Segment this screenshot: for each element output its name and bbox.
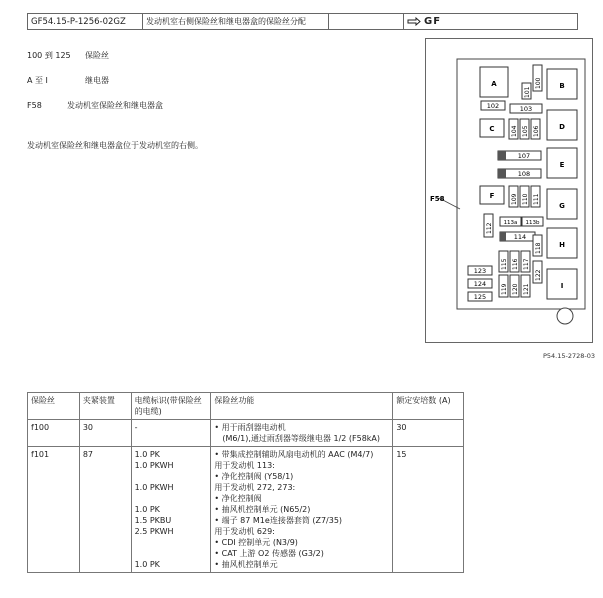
location-description: 发动机室保险丝和继电器盒位于发动机室的右侧。 [27, 141, 203, 150]
svg-text:122: 122 [535, 269, 542, 281]
fuse-117 [521, 251, 530, 272]
cable-id: 1.0 PKWH [134, 483, 174, 492]
fuse-102 [481, 101, 505, 110]
svg-text:100: 100 [535, 77, 542, 89]
header-amps: 额定安培数 (A) [393, 393, 464, 420]
svg-text:F: F [489, 192, 495, 200]
header-clamp: 夹紧装置 [79, 393, 131, 420]
svg-text:103: 103 [519, 105, 533, 113]
relay-f [480, 186, 504, 204]
amps-cell: 30 [393, 420, 464, 447]
cable-id: 1.0 PK [134, 450, 160, 459]
svg-text:120: 120 [512, 283, 519, 295]
cable-id [135, 471, 208, 482]
fuse-114 [500, 232, 535, 241]
svg-text:113a: 113a [503, 220, 518, 226]
svg-text:111: 111 [533, 193, 540, 205]
svg-text:117: 117 [523, 258, 530, 270]
fuse-100 [533, 65, 542, 91]
document-header [27, 13, 578, 30]
fuse-101 [522, 83, 531, 99]
svg-text:104: 104 [511, 125, 518, 137]
legend-value: 发动机室保险丝和继电器盒 [67, 101, 163, 110]
function-line: (M6/1),通过雨刮器等级继电器 1/2 (F58kA) [222, 434, 381, 443]
function-cell [211, 447, 393, 573]
svg-text:C: C [489, 125, 495, 133]
fuse-assignment-table [27, 392, 464, 573]
header-function: 保险丝功能 [211, 393, 393, 420]
function-line: • 用于雨刮器电动机 [214, 422, 389, 433]
document-id: GF54.15-P-1256-02GZ [28, 14, 143, 29]
svg-text:107: 107 [517, 152, 531, 160]
fuse-box-diagram [425, 38, 593, 343]
legend-key: A 至 I [27, 76, 48, 85]
svg-text:109: 109 [511, 193, 518, 205]
cable-id: 1.0 PK [134, 560, 160, 569]
legend-item-f58 [27, 100, 163, 111]
svg-text:114: 114 [513, 233, 527, 241]
svg-text:125: 125 [473, 293, 487, 301]
fuse-109 [509, 186, 518, 207]
svg-text:105: 105 [522, 125, 529, 137]
header-fuse: 保险丝 [28, 393, 80, 420]
function-line: 用于发动机 272, 273: [214, 483, 296, 492]
function-line: 用于发动机 113: [214, 461, 275, 470]
diagram-caption: P54.15-2728-03 [542, 352, 595, 360]
fuse-105 [520, 119, 529, 139]
svg-text:106: 106 [533, 125, 540, 137]
function-line: • 抽风机控制单元 [214, 559, 389, 570]
svg-text:113b: 113b [525, 220, 540, 226]
svg-text:110: 110 [522, 193, 529, 205]
fuse-108 [498, 169, 541, 178]
logo-text: GF [424, 16, 442, 27]
svg-text:B: B [559, 82, 565, 90]
fuse-120 [510, 275, 519, 297]
svg-text:118: 118 [535, 242, 542, 254]
fuse-124 [468, 279, 492, 288]
cable-id [135, 493, 208, 504]
fuse-107 [498, 151, 541, 160]
svg-text:A: A [491, 80, 497, 88]
cable-id: 2.5 PKWH [134, 527, 174, 536]
function-line: 用于发动机 629: [214, 527, 275, 536]
svg-text:I: I [560, 282, 564, 290]
fuse-cell: f101 [28, 447, 80, 573]
cable-id: 1.0 PK [134, 505, 160, 514]
fuse-125 [468, 292, 492, 301]
svg-text:124: 124 [473, 280, 487, 288]
relay-h [547, 228, 577, 258]
document-title: 发动机室右侧保险丝和继电器盒的保险丝分配 [143, 14, 329, 29]
cable-id: 1.0 PKWH [134, 461, 174, 470]
svg-text:G: G [559, 202, 565, 210]
fuse-110 [520, 186, 529, 207]
legend-key: F58 [27, 101, 42, 110]
table-row [28, 447, 464, 573]
svg-text:116: 116 [512, 258, 519, 270]
clamp-cell: 87 [79, 447, 131, 573]
relay-e [547, 148, 577, 178]
function-cell [211, 420, 393, 447]
svg-text:102: 102 [486, 102, 500, 110]
fuse-119 [499, 275, 508, 297]
table-row [28, 420, 464, 447]
header-empty-cell [329, 14, 404, 29]
fuse-122 [533, 261, 542, 283]
function-line: • 净化控制阀 (Y58/1) [214, 471, 389, 482]
fuse-103 [510, 104, 542, 113]
svg-text:E: E [559, 161, 565, 169]
relay-c [480, 119, 504, 137]
amps-cell: 15 [393, 447, 464, 573]
legend-item-relays [27, 75, 109, 86]
legend-key: 100 到 125 [27, 51, 71, 60]
fuse-123 [468, 266, 492, 275]
fuse-111 [531, 186, 540, 207]
fuse-106 [531, 119, 540, 139]
svg-text:101: 101 [524, 86, 531, 98]
cable-id [135, 548, 208, 559]
legend-value: 继电器 [85, 76, 109, 85]
relay-d [547, 110, 577, 140]
relay-i [547, 269, 577, 299]
legend-item-fuses [27, 50, 109, 61]
clamp-cell: 30 [79, 420, 131, 447]
svg-text:D: D [559, 123, 565, 131]
cable-id: 1.5 PKBU [134, 516, 172, 525]
relay-a [480, 67, 508, 97]
relay-g [547, 189, 577, 219]
function-line: • 带集成控制辅助风扇电动机的 AAC (M4/7) [214, 449, 389, 460]
svg-text:121: 121 [523, 283, 530, 295]
fuse-118 [533, 235, 542, 256]
function-line: • CAT 上游 O2 传感器 (G3/2) [214, 548, 389, 559]
gf-logo [404, 14, 577, 29]
svg-text:119: 119 [501, 283, 508, 295]
function-line: • 抽风机控制单元 (N65/2) [214, 504, 389, 515]
function-line: • 净化控制阀 [214, 493, 389, 504]
cable-cell [131, 447, 211, 573]
function-line: • 端子 87 M1e连接器套筒 (Z7/35) [214, 515, 389, 526]
f58-label: F58 [430, 195, 445, 203]
fuse-104 [509, 119, 518, 139]
fuse-box-drawing [426, 39, 594, 344]
svg-text:H: H [559, 241, 565, 249]
fuse-cell: f100 [28, 420, 80, 447]
fuse-112 [484, 214, 493, 237]
fuse-121 [521, 275, 530, 297]
relay-b [547, 69, 577, 99]
function-line: • CDI 控制单元 (N3/9) [214, 537, 389, 548]
cable-id: - [134, 423, 138, 432]
legend-value: 保险丝 [85, 51, 109, 60]
cable-cell [131, 420, 211, 447]
fuse-115 [499, 251, 508, 272]
header-cable: 电缆标识(带保险丝的电缆) [131, 393, 211, 420]
mounting-hole [557, 308, 573, 324]
svg-text:123: 123 [473, 267, 487, 275]
fuse-113a [500, 217, 521, 226]
svg-text:115: 115 [501, 258, 508, 270]
cable-id [135, 537, 208, 548]
fuse-113b [522, 217, 543, 226]
pointing-hand-icon [407, 17, 421, 26]
svg-text:108: 108 [517, 170, 531, 178]
svg-text:112: 112 [486, 222, 493, 234]
table-header-row [28, 393, 464, 420]
fuse-116 [510, 251, 519, 272]
